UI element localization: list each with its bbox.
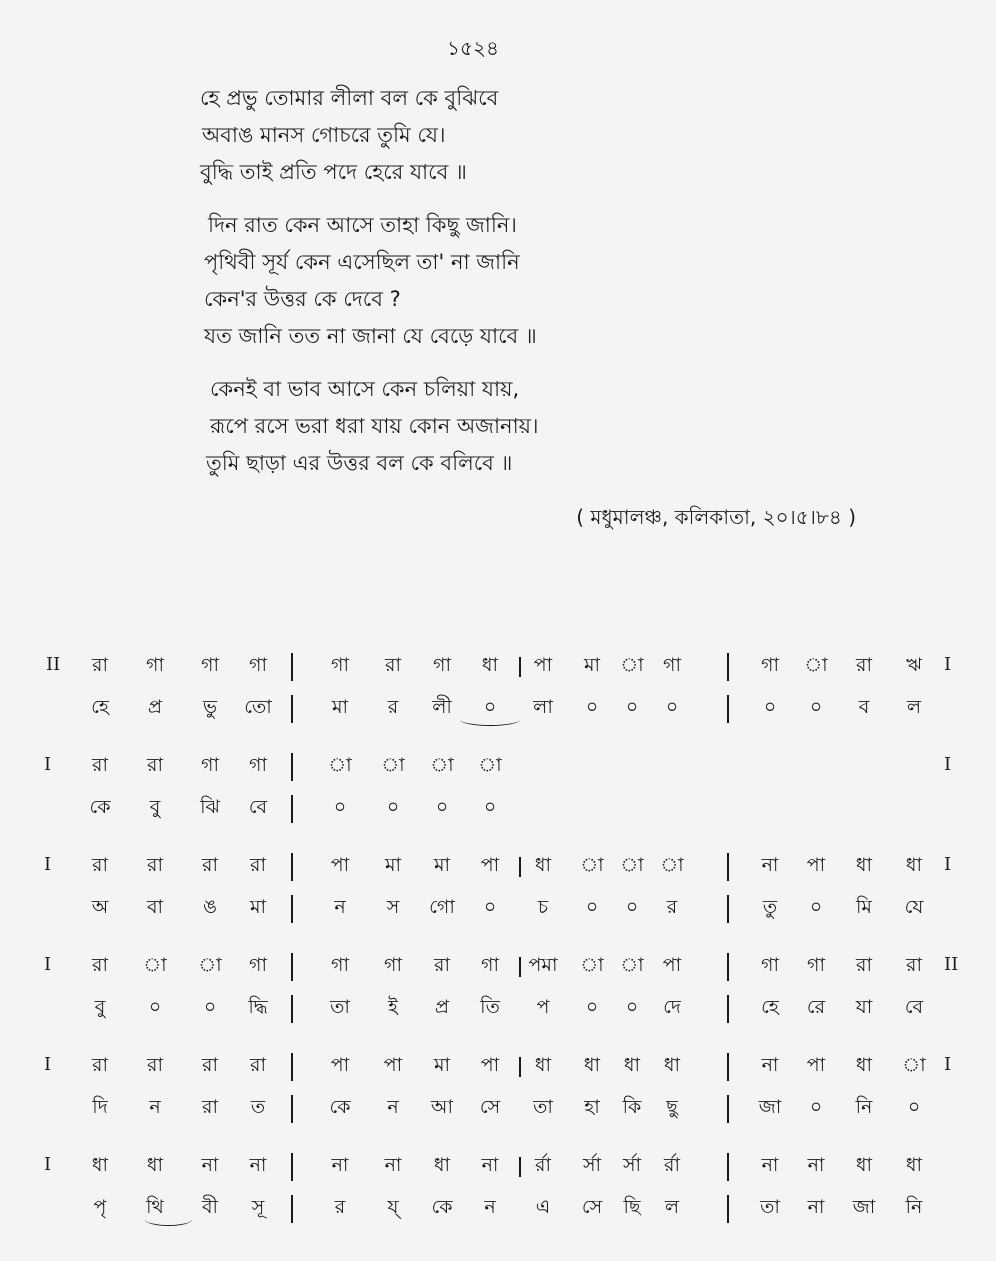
lyric-cell: ০ [585, 996, 599, 1018]
swara-cell: রা [202, 1054, 218, 1076]
lyric-cell: ঙ [203, 896, 217, 918]
swara-cell: পা [330, 854, 350, 876]
swara-line [0, 845, 996, 885]
swara-cell: গা [201, 654, 219, 676]
swara-cell: না [761, 1154, 779, 1176]
lyric-cell: কে [431, 1196, 453, 1218]
swara-cell: পা [480, 1054, 500, 1076]
swara-cell: মা [433, 854, 451, 876]
swara-cell: রা [92, 754, 108, 776]
lyric-cell: ন [334, 896, 346, 918]
swara-cell: ধা [534, 854, 552, 876]
lyric-cell: তা [533, 1096, 553, 1118]
swara-cell: না [761, 854, 779, 876]
lyric-cell: সে [479, 1096, 501, 1118]
swara-cell: রা [856, 654, 872, 676]
swara-cell: া [580, 954, 604, 976]
lyric-cell: কি [622, 1096, 642, 1118]
lyric-cell: তো [244, 696, 272, 718]
lyric-cell: র [334, 1196, 346, 1218]
lyric-cell: নি [905, 1196, 923, 1218]
notation-table [0, 645, 996, 1245]
swara-cell: না [807, 1154, 825, 1176]
lyric-cell: ০ [625, 996, 639, 1018]
page-number: ১৫২৪ [447, 36, 499, 60]
lyric-cell: ঝি [200, 796, 220, 818]
swara-cell: ধা [433, 1154, 451, 1176]
lyric-cell: নি [855, 1096, 873, 1118]
swara-cell: রা [385, 654, 401, 676]
lyric-cell: বু [94, 996, 106, 1018]
lyric-cell: স [386, 896, 400, 918]
lyric-cell: বু [149, 796, 161, 818]
vibhag-bar [291, 953, 293, 981]
lyric-cell: ০ [148, 996, 162, 1018]
swara-cell: া [902, 1054, 926, 1076]
swara-cell: ধা [583, 1054, 601, 1076]
swara-cell: ধা [663, 1054, 681, 1076]
swara-cell: ধা [905, 854, 923, 876]
lyric-cell: দে [663, 996, 681, 1018]
swara-cell: া [620, 954, 644, 976]
swara-cell: ধা [534, 1054, 552, 1076]
lyric-cell: ০ [585, 896, 599, 918]
lyric-cell: ০ [809, 896, 823, 918]
swara-cell: ধা [623, 1054, 641, 1076]
swara-cell: পা [806, 1054, 826, 1076]
lyric-cell: ০ [665, 696, 679, 718]
notation-row [0, 845, 996, 941]
notation-row [0, 645, 996, 741]
vibhag-bar [291, 853, 293, 881]
lyric-cell: ন [387, 1096, 399, 1118]
poem-line: অবাঙ মানস গোচরে তুমি যে। [202, 123, 446, 147]
swara-cell: গা [249, 754, 267, 776]
vibhag-bar [291, 1195, 293, 1223]
notation-row [0, 945, 996, 1041]
swara-cell: না [331, 1154, 349, 1176]
swara-cell: া [620, 654, 644, 676]
vibhag-bar [291, 1153, 293, 1181]
lyric-cell: সে [581, 1196, 603, 1218]
swara-cell: া [580, 854, 604, 876]
poem-line: কেনই বা ভাব আসে কেন চলিয়া যায়, [210, 377, 520, 401]
swara-cell: রা [147, 754, 163, 776]
swara-cell: মা [384, 854, 402, 876]
open-bar-mark: I [44, 1154, 52, 1175]
swara-cell: রা [202, 854, 218, 876]
swara-cell: ধা [905, 1154, 923, 1176]
beat-divider [519, 1157, 521, 1177]
vibhag-bar [291, 695, 293, 723]
swara-cell: া [660, 854, 684, 876]
lyric-cell: ন [149, 1096, 161, 1118]
vibhag-bar [291, 795, 293, 823]
lyric-cell: কে [89, 796, 111, 818]
swara-cell: রা [92, 1054, 108, 1076]
swara-cell: পা [330, 1054, 350, 1076]
swara-cell: া [328, 754, 352, 776]
lyric-cell: প [536, 996, 550, 1018]
swara-line [0, 945, 996, 985]
lyric-cell: লী [432, 696, 452, 718]
swara-cell: া [430, 754, 454, 776]
swara-cell: গা [481, 954, 499, 976]
lyric-cell: পৃ [93, 1196, 107, 1218]
lyric-cell: ০ [585, 696, 599, 718]
swara-cell: ধা [91, 1154, 109, 1176]
lyric-line [0, 1087, 996, 1127]
swara-cell: ধা [855, 1054, 873, 1076]
swara-cell: রা [92, 654, 108, 676]
lyric-line [0, 787, 996, 827]
lyric-cell: ০ [386, 796, 400, 818]
notation-row [0, 1045, 996, 1141]
beat-divider [519, 857, 521, 877]
swara-cell: া [804, 654, 828, 676]
vibhag-bar [727, 653, 729, 681]
lyric-cell: হা [584, 1096, 600, 1118]
swara-cell: ঋ [906, 654, 922, 676]
lyric-cell: দ্ধি [248, 996, 268, 1018]
swara-cell: গা [663, 654, 681, 676]
vibhag-bar [291, 995, 293, 1023]
lyric-cell: ০ [625, 696, 639, 718]
swara-cell: মা [583, 654, 601, 676]
lyric-cell: ০ [907, 1096, 921, 1118]
lyric-cell: ০ [625, 896, 639, 918]
vibhag-bar [727, 695, 729, 723]
open-bar-mark: I [44, 754, 52, 775]
vibhag-bar [291, 1095, 293, 1123]
lyric-cell: বে [248, 796, 268, 818]
notation-row [0, 745, 996, 841]
lyric-cell: ই [388, 996, 398, 1018]
lyric-line [0, 687, 996, 727]
poem [200, 80, 900, 498]
swara-cell: র্সা [622, 1154, 642, 1176]
swara-cell: রা [147, 1054, 163, 1076]
poem-line: হে প্রভু তোমার লীলা বল কে বুঝিবে [200, 86, 499, 110]
notation-row [0, 1145, 996, 1241]
lyric-cell: ভু [202, 696, 218, 718]
lyric-cell: তি [480, 996, 500, 1018]
swara-cell: ধা [146, 1154, 164, 1176]
vibhag-bar [727, 853, 729, 881]
open-bar-mark: I [44, 1054, 52, 1075]
lyric-cell: বী [201, 1196, 218, 1218]
vibhag-bar [727, 895, 729, 923]
lyric-cell: যে [904, 896, 924, 918]
lyric-cell: লা [533, 696, 553, 718]
swara-cell: পা [480, 854, 500, 876]
swara-cell: রা [92, 954, 108, 976]
vibhag-bar [727, 1195, 729, 1223]
lyric-cell: রে [806, 996, 826, 1018]
lyric-cell: মা [249, 896, 267, 918]
swara-line [0, 745, 996, 785]
lyric-line [0, 1187, 996, 1227]
swara-cell: া [478, 754, 502, 776]
slur-mark [460, 713, 520, 726]
lyric-cell: বা [146, 896, 164, 918]
swara-cell: া [143, 954, 167, 976]
lyric-cell: যা [855, 996, 873, 1018]
close-bar-mark: I [944, 854, 952, 875]
lyric-cell: তা [330, 996, 350, 1018]
swara-cell: গা [249, 954, 267, 976]
swara-cell: রা [434, 954, 450, 976]
vibhag-bar [291, 1053, 293, 1081]
swara-cell: গা [761, 654, 779, 676]
swara-cell: র্রা [535, 1154, 551, 1176]
lyric-cell: ০ [435, 796, 449, 818]
lyric-cell: মি [856, 896, 872, 918]
beat-divider [519, 1057, 521, 1077]
swara-cell: রা [250, 854, 266, 876]
slur-mark [145, 1213, 192, 1226]
lyric-cell: য্ [387, 1196, 399, 1218]
lyric-cell: প্র [434, 996, 450, 1018]
swara-cell: গা [331, 654, 349, 676]
lyric-cell: ০ [763, 696, 777, 718]
vibhag-bar [727, 1153, 729, 1181]
swara-cell: া [198, 954, 222, 976]
lyric-cell: ন [484, 1196, 496, 1218]
lyric-cell: মা [331, 696, 349, 718]
lyric-cell: ০ [483, 696, 497, 718]
swara-cell: র্সা [582, 1154, 602, 1176]
close-bar-mark: II [944, 954, 959, 975]
swara-cell: গা [201, 754, 219, 776]
swara-cell: গা [249, 654, 267, 676]
swara-cell: রা [250, 1054, 266, 1076]
lyric-cell: রা [202, 1096, 218, 1118]
attribution: ( মধুমালঞ্চ, কলিকাতা, ২০।৫।৮৪ ) [576, 505, 856, 529]
stanza-2 [200, 207, 900, 355]
lyric-cell: ০ [483, 896, 497, 918]
swara-cell: া [620, 854, 644, 876]
lyric-cell: চ [537, 896, 549, 918]
open-bar-mark: I [44, 854, 52, 875]
swara-cell: পা [533, 654, 553, 676]
lyric-cell: গো [429, 896, 455, 918]
lyric-cell: র [666, 896, 678, 918]
vibhag-bar [291, 895, 293, 923]
swara-cell: পা [383, 1054, 403, 1076]
swara-cell: ধা [481, 654, 499, 676]
lyric-cell: র [387, 696, 399, 718]
close-bar-mark: I [944, 754, 952, 775]
lyric-cell: ০ [333, 796, 347, 818]
lyric-cell: না [807, 1196, 825, 1218]
vibhag-bar [727, 1053, 729, 1081]
lyric-cell: জা [758, 1096, 782, 1118]
poem-line: বুদ্ধি তাই প্রতি পদে হেরে যাবে ॥ [200, 160, 467, 184]
swara-cell: না [201, 1154, 219, 1176]
lyric-cell: তা [760, 1196, 780, 1218]
poem-line: রূপে রসে ভরা ধরা যায় কোন অজানায়। [210, 414, 539, 438]
lyric-cell: ল [906, 696, 922, 718]
swara-cell: গা [807, 954, 825, 976]
lyric-cell: এ [535, 1196, 551, 1218]
swara-line [0, 645, 996, 685]
lyric-cell: প্র [147, 696, 163, 718]
swara-cell: া [381, 754, 405, 776]
swara-cell: রা [906, 954, 922, 976]
close-bar-mark: I [944, 654, 952, 675]
lyric-cell: জা [852, 1196, 876, 1218]
swara-cell: পা [806, 854, 826, 876]
swara-cell: পা [662, 954, 682, 976]
lyric-line [0, 887, 996, 927]
stanza-1 [200, 80, 900, 191]
swara-cell: রা [92, 854, 108, 876]
swara-cell: না [249, 1154, 267, 1176]
swara-cell: ধা [855, 1154, 873, 1176]
lyric-cell: বে [904, 996, 924, 1018]
lyric-cell: ল [664, 1196, 680, 1218]
vibhag-bar [727, 953, 729, 981]
lyric-cell: ছি [623, 1196, 641, 1218]
lyric-cell: হে [761, 996, 779, 1018]
swara-cell: পমা [528, 954, 558, 976]
lyric-cell: ০ [809, 696, 823, 718]
swara-cell: গা [761, 954, 779, 976]
lyric-cell: সূ [251, 1196, 265, 1218]
beat-divider [519, 957, 521, 977]
lyric-cell: ০ [483, 796, 497, 818]
swara-cell: না [761, 1054, 779, 1076]
lyric-line [0, 987, 996, 1027]
swara-cell: না [481, 1154, 499, 1176]
swara-line [0, 1145, 996, 1185]
swara-cell: রা [856, 954, 872, 976]
poem-line: কেন'র উত্তর কে দেবে ? [204, 287, 401, 311]
poem-line: যত জানি তত না জানা যে বেড়ে যাবে ॥ [204, 324, 537, 348]
poem-line: পৃথিবী সূর্য কেন এসেছিল তা' না জানি [204, 250, 520, 274]
close-bar-mark: I [944, 1054, 952, 1075]
lyric-cell: কে [329, 1096, 351, 1118]
swara-cell: গা [384, 954, 402, 976]
vibhag-bar [727, 1095, 729, 1123]
swara-cell: রা [147, 854, 163, 876]
open-bar-mark: I [44, 954, 52, 975]
stanza-3 [200, 371, 900, 482]
swara-line [0, 1045, 996, 1085]
poem-line: দিন রাত কেন আসে তাহা কিছু জানি। [208, 213, 517, 237]
swara-cell: গা [433, 654, 451, 676]
swara-cell: মা [433, 1054, 451, 1076]
lyric-cell: অ [91, 896, 109, 918]
lyric-cell: ০ [203, 996, 217, 1018]
lyric-cell: ত [250, 1096, 266, 1118]
lyric-cell: তু [762, 896, 778, 918]
vibhag-bar [727, 995, 729, 1023]
lyric-cell: আ [430, 1096, 454, 1118]
lyric-cell: ০ [809, 1096, 823, 1118]
swara-cell: ধা [855, 854, 873, 876]
lyric-cell: ছু [666, 1096, 678, 1118]
swara-cell: না [384, 1154, 402, 1176]
lyric-cell: থি [146, 1196, 164, 1218]
beat-divider [519, 657, 521, 677]
swara-cell: গা [331, 954, 349, 976]
lyric-cell: হে [91, 696, 109, 718]
swara-cell: র্রা [664, 1154, 680, 1176]
vibhag-bar [291, 753, 293, 781]
poem-line: তুমি ছাড়া এর উত্তর বল কে বলিবে ॥ [206, 451, 513, 475]
lyric-cell: ব [858, 696, 870, 718]
lyric-cell: দি [92, 1096, 108, 1118]
swara-cell: গা [146, 654, 164, 676]
open-bar-mark: II [46, 654, 61, 675]
vibhag-bar [291, 653, 293, 681]
